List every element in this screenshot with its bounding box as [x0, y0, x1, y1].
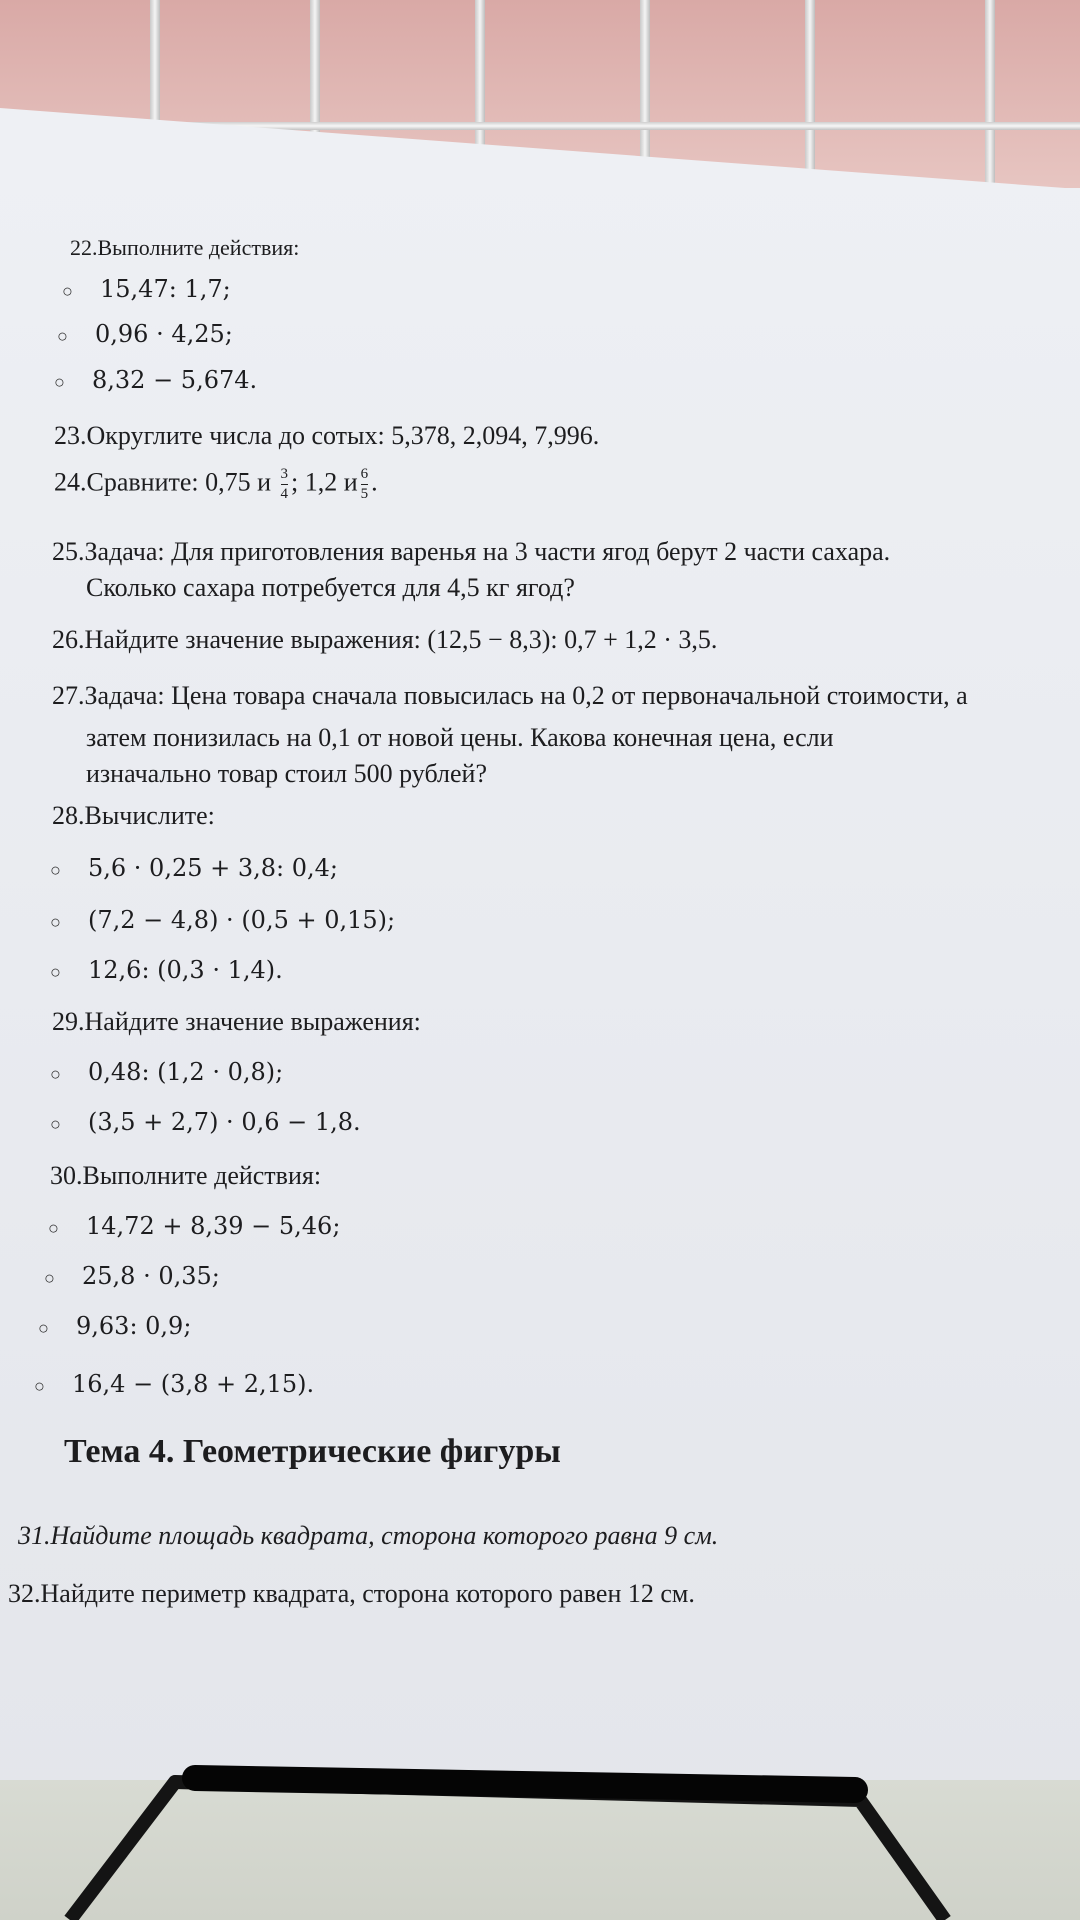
q22-title: 22.Выполните действия:: [70, 235, 300, 260]
bullet-icon: ○: [38, 1318, 49, 1338]
bullet-icon: ○: [50, 1064, 61, 1084]
bullet-icon: ○: [34, 1376, 45, 1396]
q30-item-b: ○ 25,8 · 0,35;: [44, 1260, 220, 1294]
q29-item-a: ○ 0,48: (1,2 · 0,8);: [50, 1056, 283, 1090]
fraction: $\frac{3}{4}$: [280, 466, 289, 502]
q31: 31.Найдите площадь квадрата, сторона которого равна 9 см.: [18, 1521, 719, 1550]
q30-item-d: ○ 16,4 − (3,8 + 2,15).: [34, 1368, 314, 1402]
q29-item-b: ○ (3,5 + 2,7) · 0,6 − 1,8.: [50, 1106, 361, 1140]
q27-line-2: затем понизилась на 0,1 от новой цены. Какова конечная цена, если: [86, 723, 834, 752]
q26: 26.Найдите значение выражения: (12,5 − 8,3): 0,7 + 1,2 · 3,5.: [52, 625, 718, 654]
bullet-icon: ○: [44, 1268, 55, 1288]
q32: 32.Найдите периметр квадрата, сторона которого равен 12 см.: [8, 1579, 695, 1608]
bullet-icon: ○: [50, 962, 61, 982]
q22-item-b: ○ 0,96 · 4,25;: [57, 318, 233, 352]
q25-line-1: 25.Задача: Для приготовления варенья на 3 части ягод берут 2 части сахара.: [52, 537, 891, 566]
bullet-icon: ○: [50, 860, 61, 880]
q27-line-1: 27.Задача: Цена товара сначала повысилась на 0,2 от первоначальной стоимости, а: [52, 681, 968, 710]
topic-4-heading: Тема 4. Геометрические фигуры: [64, 1433, 561, 1470]
bullet-icon: ○: [54, 372, 65, 392]
q28-item-a: ○ 5,6 · 0,25 + 3,8: 0,4;: [50, 852, 338, 886]
q30-item-a: ○ 14,72 + 8,39 − 5,46;: [48, 1210, 340, 1244]
q27-line-3: изначально товар стоил 500 рублей?: [86, 759, 487, 788]
q30-title: 30.Выполните действия:: [50, 1161, 322, 1190]
q28-item-b: ○ (7,2 − 4,8) · (0,5 + 0,15);: [50, 904, 395, 938]
bullet-icon: ○: [57, 326, 68, 346]
bullet-icon: ○: [48, 1218, 59, 1238]
q25-line-2: Сколько сахара потребуется для 4,5 кг ягод?: [86, 573, 575, 602]
q28-title: 28.Вычислите:: [52, 801, 215, 830]
bullet-icon: ○: [50, 912, 61, 932]
q24: 24.Сравните: 0,75 и $\frac{3}{4}$ ; 1,2 и $\frac{6}{5}$ .: [54, 466, 378, 502]
q23: 23.Округлите числа до сотых: 5,378, 2,094, 7,996.: [54, 421, 600, 450]
q28-item-c: ○ 12,6: (0,3 · 1,4).: [50, 954, 283, 988]
q30-item-c: ○ 9,63: 0,9;: [38, 1310, 191, 1344]
fraction: $\frac{6}{5}$: [360, 466, 369, 502]
q22-item-c: ○ 8,32 − 5,674.: [54, 364, 257, 398]
q22-item-a: ○ 15,47: 1,7;: [62, 273, 231, 307]
bullet-icon: ○: [50, 1114, 61, 1134]
bullet-icon: ○: [62, 281, 73, 301]
q29-title: 29.Найдите значение выражения:: [52, 1007, 421, 1036]
